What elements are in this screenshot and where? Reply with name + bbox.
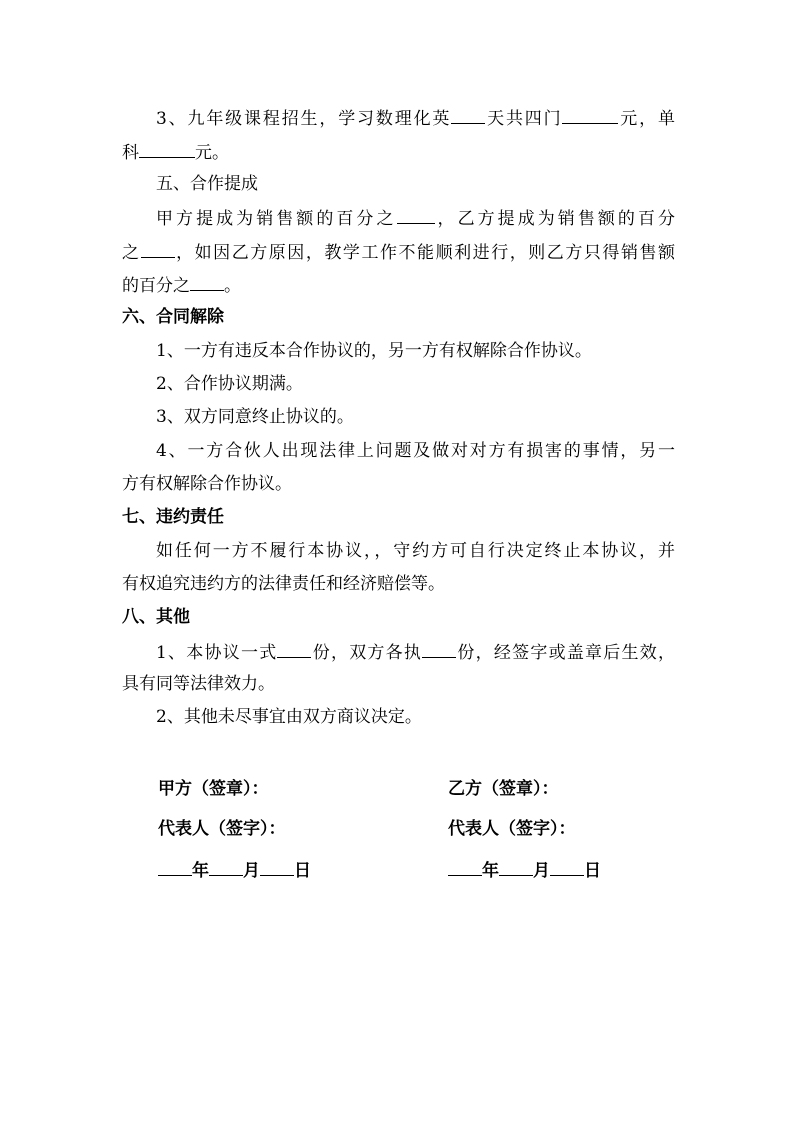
blank-field[interactable] (277, 640, 311, 658)
day-label: 日 (294, 861, 311, 881)
month-blank[interactable] (499, 858, 533, 876)
blank-field[interactable] (422, 640, 456, 658)
paragraph-ninth-grade-enrollment (156, 106, 675, 130)
text: 甲方提成为销售额的百分之 (156, 209, 397, 229)
text: 元。 (195, 143, 229, 163)
subsection-heading-commission: 五、合作提成 (156, 174, 258, 194)
text: 3、九年级课程招生，学习数理化英 (156, 109, 452, 129)
paragraph-line: 2、其他未尽事宜由双方商议决定。 (156, 707, 422, 727)
year-blank[interactable] (448, 858, 482, 876)
paragraph-line: 具有同等法律效力。 (122, 674, 275, 694)
blank-field[interactable] (451, 106, 485, 124)
paragraph-line: 1、一方有违反本合作协议的，另一方有权解除合作协议。 (156, 341, 592, 361)
text: 1、本协议一式 (156, 643, 278, 663)
text: 元，单 (618, 109, 675, 129)
blank-field[interactable] (190, 273, 224, 291)
day-blank[interactable] (260, 858, 294, 876)
party-a-seal-label: 甲方（签章）： (158, 779, 269, 799)
paragraph-line (122, 273, 675, 297)
party-a-representative-label: 代表人（签字）： (158, 819, 286, 839)
text: 天共四门 (485, 109, 563, 129)
party-b-date (448, 858, 601, 882)
month-label: 月 (243, 861, 260, 881)
text: 之 (122, 243, 141, 263)
paragraph-copies (156, 640, 675, 664)
section-heading-termination: 六、合同解除 (122, 307, 224, 327)
text: 科 (122, 143, 139, 163)
paragraph-line: 方有权解除合作协议。 (122, 474, 292, 494)
blank-field[interactable] (562, 106, 618, 124)
text: ，乙方提成为销售额的百分 (434, 209, 675, 229)
paragraph-commission (156, 206, 675, 230)
party-b-representative-label: 代表人（签字）： (448, 819, 576, 839)
paragraph-line (122, 240, 675, 264)
paragraph-line: 有权追究违约方的法律责任和经济赔偿等。 (122, 574, 445, 594)
party-b-seal-label: 乙方（签章）： (448, 779, 559, 799)
paragraph-line: 4、一方合伙人出现法律上问题及做对对方有损害的事情，另一 (156, 441, 675, 461)
text: ，如因乙方原因，教学工作不能顺利进行，则乙方只得销售额 (174, 243, 676, 263)
paragraph-line (122, 140, 675, 164)
month-blank[interactable] (209, 858, 243, 876)
text: 。 (224, 276, 241, 296)
text: 的百分之 (122, 276, 190, 296)
section-heading-other: 八、其他 (122, 607, 190, 627)
blank-field[interactable] (141, 240, 175, 258)
paragraph-line: 3、双方同意终止协议的。 (156, 407, 354, 427)
day-label: 日 (584, 861, 601, 881)
text: 份，经签字或盖章后生效， (456, 643, 676, 663)
paragraph-line: 2、合作协议期满。 (156, 374, 303, 394)
year-blank[interactable] (158, 858, 192, 876)
text: 份，双方各执 (311, 643, 423, 663)
party-a-date (158, 858, 311, 882)
year-label: 年 (192, 861, 209, 881)
day-blank[interactable] (550, 858, 584, 876)
year-label: 年 (482, 861, 499, 881)
section-heading-breach: 七、违约责任 (122, 507, 224, 527)
paragraph-line: 如任何一方不履行本协议，，守约方可自行决定终止本协议，并 (156, 541, 675, 561)
blank-field[interactable] (397, 206, 435, 224)
month-label: 月 (533, 861, 550, 881)
blank-field[interactable] (139, 140, 195, 158)
